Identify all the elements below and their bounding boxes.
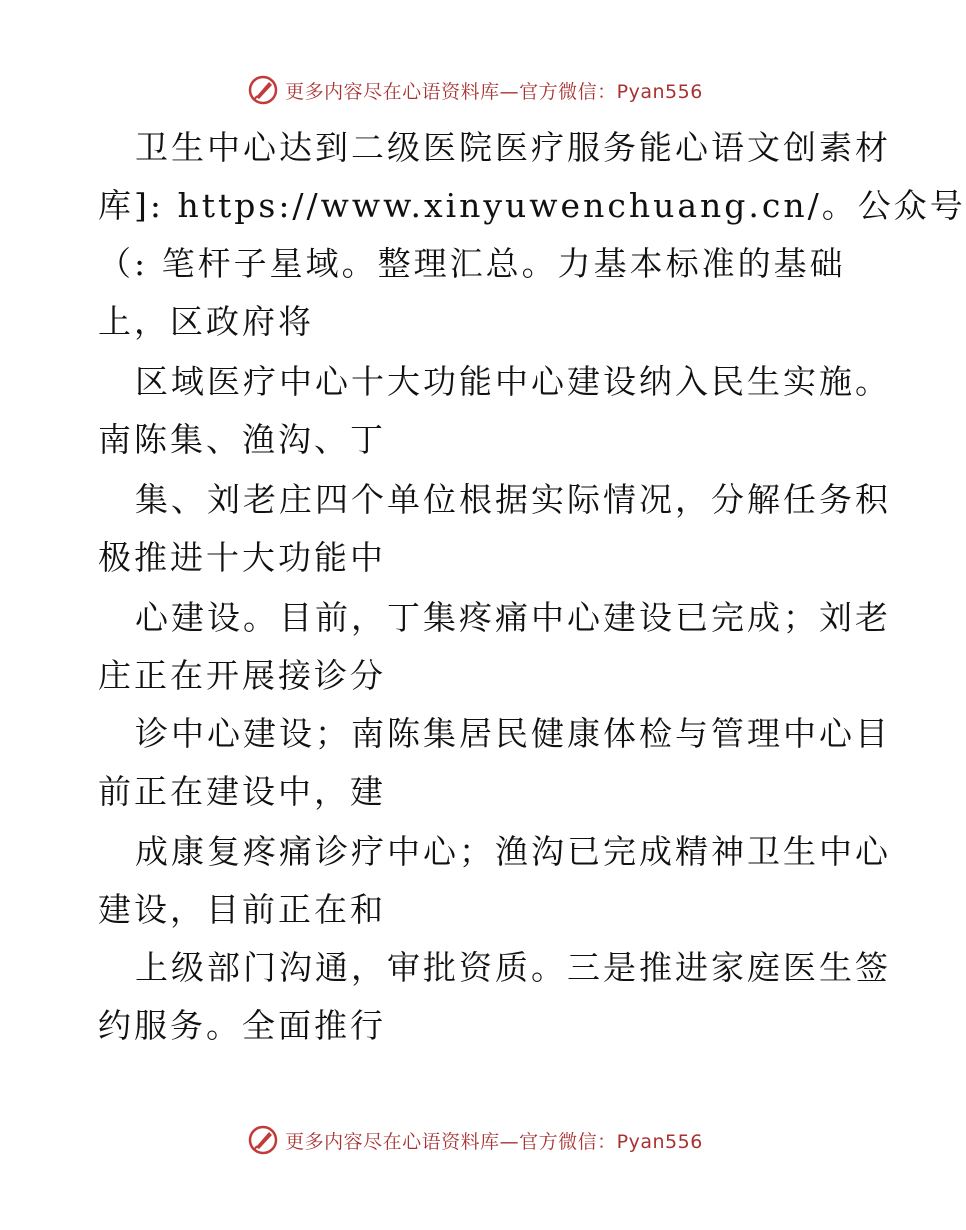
body-line: 库]: https://www.xinyuwenchuang.cn/。公众号 xyxy=(98,186,966,225)
body-line: 集、刘老庄四个单位根据实际情况，分解任务积 xyxy=(135,480,891,519)
body-line: 前正在建设中，建 xyxy=(98,772,386,811)
body-line: （: 笔杆子星域。整理汇总。力基本标准的基础 xyxy=(98,244,846,283)
footer-banner-text: 更多内容尽在心语资料库—官方微信：Pyan556 xyxy=(285,1130,703,1153)
body-line: 成康复疼痛诊疗中心；渔沟已完成精神卫生中心 xyxy=(135,832,891,871)
body-line: 上级部门沟通，审批资质。三是推进家庭医生签 xyxy=(135,948,891,987)
header-banner xyxy=(0,70,950,110)
footer-banner xyxy=(0,1120,950,1160)
body-line: 心建设。目前，丁集疼痛中心建设已完成；刘老 xyxy=(135,598,891,637)
body-line: 约服务。全面推行 xyxy=(98,1006,386,1045)
quill-logo-icon xyxy=(247,1124,279,1156)
body-line: 庄正在开展接诊分 xyxy=(98,656,386,695)
body-line: 卫生中心达到二级医院医疗服务能心语文创素材 xyxy=(135,128,891,167)
body-line: 极推进十大功能中 xyxy=(98,538,386,577)
body-line: 区域医疗中心十大功能中心建设纳入民生实施。 xyxy=(135,362,891,401)
quill-logo-icon xyxy=(247,74,279,106)
body-line: 建设，目前正在和 xyxy=(98,890,386,929)
body-line: 诊中心建设；南陈集居民健康体检与管理中心目 xyxy=(135,714,891,753)
header-banner-text: 更多内容尽在心语资料库—官方微信：Pyan556 xyxy=(285,80,703,103)
body-line: 南陈集、渔沟、丁 xyxy=(98,420,386,459)
body-line: 上，区政府将 xyxy=(98,302,314,341)
